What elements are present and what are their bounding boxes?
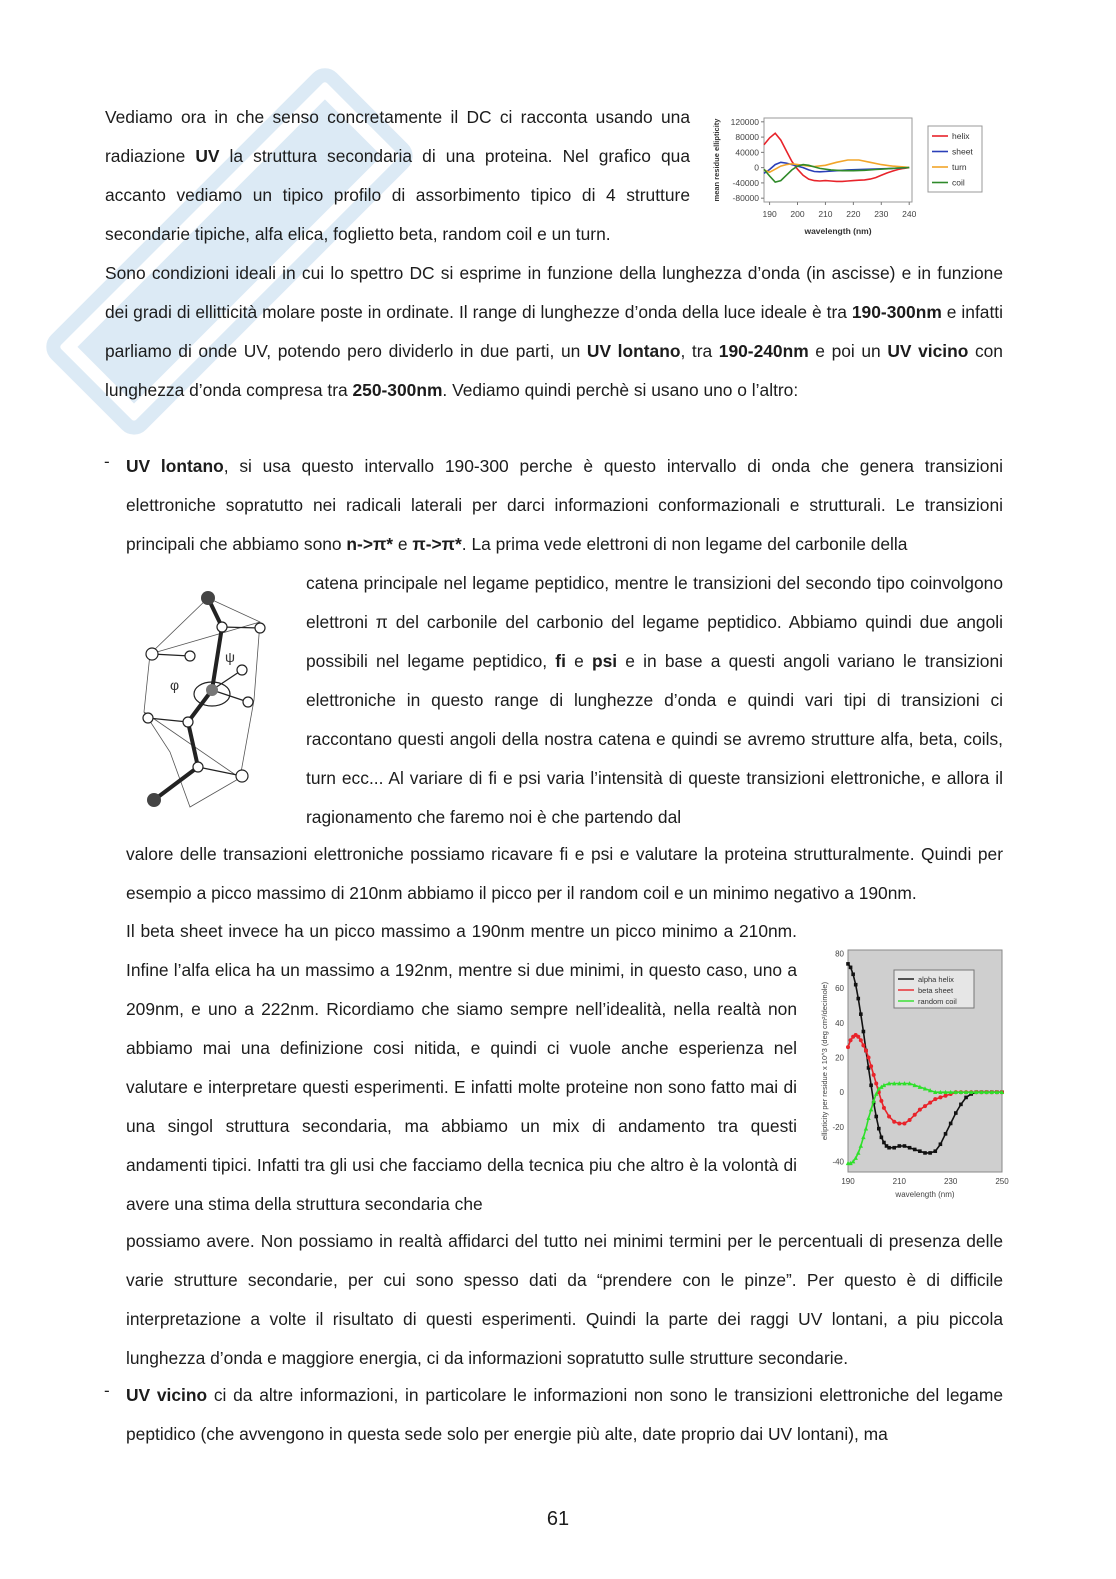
x-tick-label: 210 — [818, 209, 833, 219]
y-tick-label: 0 — [754, 162, 759, 173]
data-point-alpha-helix — [892, 1146, 896, 1150]
data-point-beta-sheet — [861, 1043, 865, 1047]
data-point-beta-sheet — [849, 1038, 853, 1042]
data-point-alpha-helix — [954, 1111, 958, 1115]
data-point-beta-sheet — [933, 1097, 937, 1101]
x-tick-label: 190 — [762, 209, 777, 219]
legend-label-helix: helix — [952, 131, 970, 141]
data-point-beta-sheet — [846, 1045, 850, 1049]
x-tick-label: 230 — [943, 1177, 958, 1186]
data-point-alpha-helix — [933, 1149, 937, 1153]
bullet-uv-lontano-top: UV lontano, si usa questo intervallo 190-300 perche è questo intervallo di onda che genera transizioni elettroniche sopratutto nei radicali laterali per darci informazioni conformazionali e strutturali. Le transizioni principali che abbiamo sono n->π* e π->π*. La prima vede elettroni di non legame del carbonile della — [126, 456, 1003, 554]
bullet-uv-vicino: UV vicino ci da altre informazioni, in particolare le informazioni non sono le transizioni elettroniche del legame peptidico (che avvengono in questa sede solo per energie più alte, date proprio dai UV lontani), ma — [126, 1385, 1003, 1444]
data-point-beta-sheet — [859, 1038, 863, 1042]
y-tick-label: 40000 — [735, 147, 759, 158]
data-point-beta-sheet — [869, 1064, 873, 1068]
y-tick-label: -80000 — [732, 193, 759, 204]
page-number: 61 — [546, 1508, 570, 1530]
data-point-alpha-helix — [939, 1142, 943, 1146]
data-point-alpha-helix — [887, 1146, 891, 1150]
data-point-alpha-helix — [880, 1136, 884, 1140]
data-point-beta-sheet — [882, 1106, 886, 1110]
x-tick-label: 250 — [995, 1177, 1009, 1186]
data-point-alpha-helix — [856, 997, 860, 1001]
data-point-alpha-helix — [854, 983, 858, 987]
data-point-alpha-helix — [862, 1030, 866, 1034]
data-point-alpha-helix — [874, 1115, 878, 1119]
data-point-alpha-helix — [851, 972, 855, 976]
data-point-alpha-helix — [898, 1144, 902, 1148]
data-point-alpha-helix — [882, 1141, 886, 1145]
cd-spectra-chart-helix-sheet-coil — [816, 944, 1012, 1200]
x-tick-label: 200 — [790, 209, 805, 219]
data-point-alpha-helix — [849, 966, 853, 970]
data-point-beta-sheet — [872, 1073, 876, 1077]
y-tick-label: -40000 — [732, 177, 759, 188]
svg-text:φ: φ — [170, 677, 180, 693]
data-point-beta-sheet — [902, 1121, 906, 1125]
data-point-alpha-helix — [913, 1148, 917, 1152]
data-point-beta-sheet — [879, 1099, 883, 1103]
y-tick-label: 60 — [835, 984, 844, 994]
y-axis-label: mean residue ellipticity — [712, 118, 721, 202]
x-tick-label: 190 — [841, 1177, 855, 1186]
data-point-beta-sheet — [867, 1056, 871, 1060]
data-point-beta-sheet — [944, 1094, 948, 1098]
plot-area — [764, 118, 912, 202]
y-tick-label: 80000 — [735, 132, 759, 143]
bullet-uv-lontano-right: catena principale nel legame peptidico, mentre le transizioni del secondo tipo coinvolgono elettroni π del carbonile del carbonio del legame peptidico. Abbiamo quindi due angoli possibili nel legame peptidico, fi e psi e in base a questi angoli variano le transizioni elettroniche in questo range di lunghezze d’onda e quindi vari tipi di transizioni ci raccontano questi angoli della nostra catena e quindi se avremo strutture alfa, beta, coils, turn ecc... Al variare di fi e psi varia l’intensità di queste transizioni elettroniche, e allora il ragionamento che faremo noi è che partendo dal — [306, 573, 1003, 827]
y-tick-label: 80 — [835, 949, 844, 959]
x-tick-label: 240 — [902, 209, 917, 219]
bullet-marker-uv-vicino: - — [104, 1381, 110, 1400]
data-point-beta-sheet — [923, 1104, 927, 1108]
data-point-alpha-helix — [923, 1151, 927, 1155]
data-point-beta-sheet — [874, 1082, 878, 1086]
data-point-beta-sheet — [892, 1120, 896, 1124]
legend-label-random-coil: random coil — [918, 997, 957, 1006]
bullet-uv-lontano-bottom: possiamo avere. Non possiamo in realtà affidarci del tutto nei minimi termini per le percentuali di presenza delle varie strutture secondarie, per cui sono spesso dati da “prendere con le pinze”. Per questo è di difficile interpretazione a volte il risultato di questi esperimenti. Quindi la parte dei raggi UV lontani, a piu piccola lunghezza d’onda e maggiore energia, ci da informazioni sopratutto sulle strutture secondarie. — [126, 1231, 1003, 1368]
data-point-beta-sheet — [918, 1108, 922, 1112]
data-point-beta-sheet — [856, 1035, 860, 1039]
bullet-uv-lontano-left: Il beta sheet invece ha un picco massimo a 190nm mentre un picco minimo a 210nm. Infine l’alfa elica ha un massimo a 192nm, mentre si due minimi, in questo caso, uno a 209nm, e uno a 222nm. Ricordiamo che siamo sempre nell’idealità, nella realtà non abbiamo mai una definizione cosi nitida, e quindi ci vuole anche esperienza nel valutare e interpretare questi esperimenti. E infatti molte proteine non sono fatto mai di una singol struttura secondaria, ma abbiamo un mix di andamento tra questi andamenti tipici. Infatti tra gli usi che facciamo della tecnica piu che altro è la volontà di avere una stima della struttura secondaria che — [126, 921, 797, 1214]
data-point-beta-sheet — [928, 1101, 932, 1105]
x-axis-label: wavelength (nm) — [804, 226, 872, 236]
svg-text:ψ: ψ — [225, 649, 235, 665]
paragraph-intro: Vediamo ora in che senso concretamente il DC ci racconta usando una radiazione UV la struttura secondaria di una proteina. Nel grafico qua accanto vediamo un tipico profilo di assorbimento tipico di 4 strutture secondarie tipiche, alfa elica, foglietto beta, random coil e un turn. — [105, 107, 691, 244]
x-tick-label: 210 — [892, 1177, 907, 1186]
data-point-beta-sheet — [908, 1118, 912, 1122]
data-point-alpha-helix — [959, 1103, 963, 1107]
x-tick-label: 220 — [846, 209, 861, 219]
data-point-alpha-helix — [869, 1083, 873, 1087]
data-point-beta-sheet — [864, 1049, 868, 1053]
data-point-alpha-helix — [859, 1012, 863, 1016]
data-point-beta-sheet — [897, 1121, 901, 1125]
data-point-alpha-helix — [877, 1127, 881, 1131]
legend-label-beta-sheet: beta sheet — [918, 986, 954, 995]
legend-label-alpha-helix: alpha helix — [918, 975, 954, 984]
data-point-alpha-helix — [918, 1149, 922, 1153]
legend-label-coil: coil — [952, 177, 965, 188]
data-point-alpha-helix — [928, 1151, 932, 1155]
data-point-alpha-helix — [908, 1146, 912, 1150]
y-tick-label: -40 — [832, 1157, 844, 1167]
data-point-beta-sheet — [887, 1115, 891, 1119]
data-point-alpha-helix — [964, 1096, 968, 1100]
y-axis-label: ellipticity per residue x 10^3 (deg cm²/decimole) — [820, 981, 829, 1141]
data-point-alpha-helix — [903, 1144, 907, 1148]
x-tick-label: 230 — [874, 209, 889, 219]
bullet-uv-lontano-mid: valore delle transazioni elettroniche possiamo ricavare fi e psi e valutare la proteina strutturalmente. Quindi per esempio a picco massimo di 210nm abbiamo il picco per il random coil e un minimo negativo a 190nm. — [126, 844, 1003, 903]
y-tick-label: 20 — [835, 1053, 844, 1063]
y-tick-label: 40 — [835, 1018, 844, 1028]
legend-label-sheet: sheet — [952, 146, 973, 157]
x-axis-label: wavelength (nm) — [895, 1190, 955, 1199]
y-tick-label: 0 — [839, 1088, 844, 1098]
y-tick-label: 120000 — [730, 116, 759, 127]
peptide-backbone-diagram — [130, 582, 290, 814]
data-point-alpha-helix — [846, 962, 850, 966]
y-tick-label: -20 — [832, 1122, 844, 1132]
data-point-alpha-helix — [949, 1122, 953, 1126]
legend-label-turn: turn — [952, 162, 967, 172]
cd-spectra-chart-secondary-structures — [708, 100, 998, 245]
data-point-alpha-helix — [944, 1132, 948, 1136]
paragraph-ranges: Sono condizioni ideali in cui lo spettro DC si esprime in funzione della lunghezza d’onda (in ascisse) e in funzione dei gradi di ellitticità molare poste in ordinate. Il range di lunghezze d’onda della luce ideale è tra 190-300nm e infatti parliamo di onde UV, potendo pero dividerlo in due parti, un UV lontano, tra 190-240nm e poi un UV vicino con lunghezza d’onda compresa tra 250-300nm. Vediamo quindi perchè si usano uno o l’altro: — [105, 263, 1003, 400]
data-point-beta-sheet — [938, 1095, 942, 1099]
data-point-beta-sheet — [913, 1113, 917, 1117]
bullet-marker-uv-lontano: - — [104, 452, 110, 471]
